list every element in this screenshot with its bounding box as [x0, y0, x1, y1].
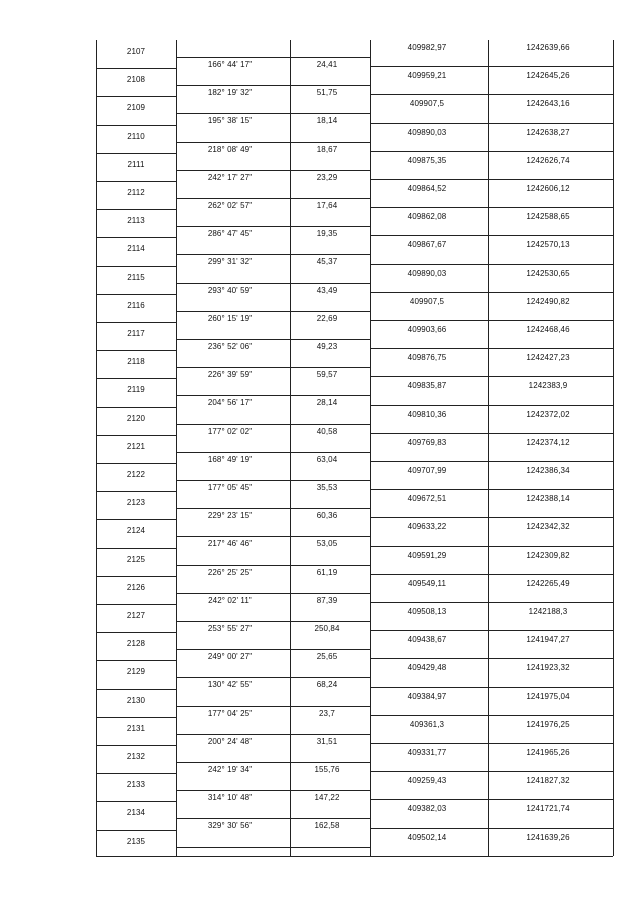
segment-length: 60,36: [316, 511, 338, 521]
segment-length: 24,41: [316, 60, 338, 69]
point-number: 2115: [127, 272, 145, 282]
row-border: [370, 743, 613, 744]
coordinate-y: 1242388,14: [526, 494, 570, 504]
coordinate-x: 409864,52: [407, 184, 447, 193]
coordinate-x: 409508,13: [407, 607, 447, 616]
coordinate-x: 409769,83: [407, 437, 447, 447]
coordinate-x: 409331,77: [407, 748, 447, 757]
row-border: [96, 322, 176, 323]
coordinate-x: 409890,03: [407, 268, 447, 278]
row-border: [176, 847, 370, 848]
direction-angle: 242° 17' 27": [207, 172, 253, 182]
coordinate-x: 409502,14: [407, 832, 447, 842]
row-border: [176, 621, 370, 622]
row-border: [370, 320, 613, 321]
direction-angle: 166° 44' 17": [207, 60, 253, 69]
point-number: 2127: [126, 611, 146, 620]
row-border: [370, 574, 613, 575]
row-border: [176, 536, 370, 537]
point-number: 2122: [126, 470, 146, 479]
point-number: 2113: [127, 216, 145, 226]
direction-angle: 218° 08' 49": [207, 144, 253, 154]
coordinate-y: 1242639,66: [526, 43, 570, 52]
point-number: 2116: [127, 300, 145, 310]
row-border: [96, 266, 176, 267]
segment-length: 59,57: [316, 370, 338, 380]
segment-length: 155,76: [314, 765, 340, 774]
point-number: 2107: [126, 47, 146, 56]
direction-angle: 130° 42' 55": [207, 680, 253, 690]
row-border: [370, 771, 613, 772]
row-border: [176, 762, 370, 763]
point-number: 2118: [127, 357, 145, 367]
segment-length: 18,14: [316, 116, 338, 126]
row-border: [370, 517, 613, 518]
direction-angle: 177° 02' 02": [207, 426, 253, 436]
row-border: [370, 799, 613, 800]
direction-angle: 200° 24' 48": [207, 736, 253, 746]
row-border: [370, 376, 613, 377]
point-number: 2123: [126, 498, 146, 508]
coordinate-y: 1241639,26: [526, 832, 570, 842]
row-border: [176, 790, 370, 791]
row-border: [96, 209, 176, 210]
segment-length: 19,35: [316, 229, 338, 239]
coordinate-y: 1241965,26: [526, 748, 570, 757]
coordinate-y: 1242342,32: [526, 522, 570, 532]
coordinate-x: 409438,67: [407, 635, 447, 645]
direction-angle: 262° 02' 57": [207, 201, 253, 210]
row-border: [370, 123, 613, 124]
coordinate-x: 409835,87: [407, 381, 447, 391]
direction-angle: 226° 39' 59": [207, 370, 253, 380]
direction-angle: 226° 25' 25": [207, 567, 253, 577]
row-border: [176, 170, 370, 171]
point-number: 2132: [126, 752, 146, 761]
coordinate-y: 1242606,12: [526, 184, 570, 193]
coordinate-x: 409810,36: [407, 409, 447, 419]
segment-length: 53,05: [316, 539, 338, 549]
row-border: [176, 734, 370, 735]
direction-angle: 293° 40' 59": [207, 285, 253, 295]
row-border: [96, 519, 176, 520]
row-border: [176, 649, 370, 650]
coordinate-y: 1242309,82: [526, 550, 570, 560]
direction-angle: 204° 56' 17": [207, 398, 253, 408]
segment-length: 250,84: [314, 624, 340, 633]
row-border: [370, 235, 613, 236]
row-border: [96, 856, 176, 857]
row-border: [96, 717, 176, 718]
direction-angle: 168° 49' 19": [207, 454, 253, 464]
direction-angle: 177° 05' 45": [207, 483, 253, 492]
row-border: [370, 687, 613, 688]
point-number: 2125: [126, 554, 146, 564]
point-number: 2128: [126, 639, 146, 649]
direction-angle: 229° 23' 15": [207, 511, 253, 521]
row-border: [176, 283, 370, 284]
direction-angle: 249° 00' 27": [207, 652, 253, 662]
point-number: 2117: [127, 329, 145, 338]
row-border: [176, 198, 370, 199]
coordinate-y: 1242265,49: [526, 578, 570, 588]
row-border: [96, 689, 176, 690]
direction-angle: 314° 10' 48": [207, 793, 253, 803]
direction-angle: 299° 31' 32": [207, 257, 253, 267]
row-border: [370, 546, 613, 547]
row-border: [370, 179, 613, 180]
row-border: [370, 602, 613, 603]
row-border: [370, 66, 613, 67]
point-number: 2134: [126, 808, 146, 818]
coordinate-x: 409876,75: [407, 353, 447, 363]
coordinate-y: 1241923,32: [526, 663, 570, 673]
row-border: [370, 856, 613, 857]
segment-length: 40,58: [316, 426, 338, 436]
row-border: [96, 181, 176, 182]
row-border: [370, 433, 613, 434]
point-number: 2109: [126, 103, 146, 113]
row-border: [370, 348, 613, 349]
point-number: 2112: [127, 188, 145, 197]
coordinate-x: 409959,21: [407, 71, 447, 81]
row-border: [96, 745, 176, 746]
segment-length: 23,29: [316, 172, 338, 182]
coordinate-x: 409361,3: [409, 719, 445, 729]
row-border: [96, 632, 176, 633]
coordinate-x: 409591,29: [407, 550, 447, 560]
row-border: [96, 294, 176, 295]
row-border: [96, 350, 176, 351]
segment-length: 162,58: [314, 821, 340, 831]
row-border: [176, 565, 370, 566]
coordinate-x: 409672,51: [407, 494, 447, 504]
coordinate-y: 1241976,25: [526, 719, 570, 729]
row-border: [176, 142, 370, 143]
coordinate-y: 1242188,3: [528, 607, 568, 616]
row-border: [370, 828, 613, 829]
coordinate-y: 1242427,23: [526, 353, 570, 363]
row-border: [96, 830, 176, 831]
coordinate-x: 409384,97: [407, 691, 447, 701]
row-border: [370, 461, 613, 462]
coordinate-x: 409867,67: [407, 240, 447, 250]
coordinate-y: 1242638,27: [526, 127, 570, 137]
segment-length: 28,14: [316, 398, 338, 408]
row-border: [176, 593, 370, 594]
row-border: [176, 480, 370, 481]
row-border: [96, 801, 176, 802]
point-number: 2126: [126, 582, 146, 592]
row-border: [370, 264, 613, 265]
row-border: [96, 96, 176, 97]
coordinate-x: 409862,08: [407, 212, 447, 222]
coordinate-x: 409633,22: [407, 522, 447, 532]
coordinate-x: 409907,5: [409, 296, 445, 306]
coordinate-x: 409875,35: [407, 155, 447, 165]
row-border: [176, 856, 370, 857]
segment-length: 23,7: [319, 708, 335, 718]
direction-angle: 242° 19' 34": [207, 765, 253, 774]
direction-angle: 286° 47' 45": [207, 229, 253, 239]
segment-length: 87,39: [316, 595, 338, 605]
segment-length: 31,51: [316, 736, 338, 746]
row-border: [96, 548, 176, 549]
coordinate-x: 409382,03: [407, 804, 447, 814]
direction-angle: 236° 52' 06": [207, 342, 253, 351]
row-border: [370, 292, 613, 293]
row-border: [370, 151, 613, 152]
row-border: [370, 489, 613, 490]
row-border: [176, 706, 370, 707]
row-border: [176, 113, 370, 114]
row-border: [370, 207, 613, 208]
direction-angle: 242° 02' 11": [208, 595, 252, 605]
segment-length: 45,37: [316, 257, 338, 267]
segment-length: 68,24: [316, 680, 338, 690]
direction-angle: 195° 38' 15": [207, 116, 253, 126]
row-border: [96, 237, 176, 238]
coordinate-y: 1242570,13: [526, 240, 570, 250]
coordinate-y: 1241975,04: [526, 691, 570, 701]
point-number: 2114: [127, 244, 145, 254]
row-border: [370, 715, 613, 716]
coordinate-y: 1242643,16: [526, 99, 570, 109]
coordinate-y: 1242374,12: [526, 437, 570, 447]
row-border: [96, 463, 176, 464]
segment-length: 17,64: [316, 201, 338, 210]
coordinate-y: 1242588,65: [526, 212, 570, 222]
segment-length: 49,23: [316, 342, 338, 351]
row-border: [176, 254, 370, 255]
point-number: 2108: [126, 75, 146, 85]
direction-angle: 253° 55' 27": [207, 624, 253, 633]
segment-length: 147,22: [314, 793, 340, 803]
point-number: 2111: [127, 159, 145, 169]
row-border: [96, 773, 176, 774]
segment-length: 61,19: [316, 567, 338, 577]
coordinate-y: 1241947,27: [526, 635, 570, 645]
segment-length: 35,53: [316, 483, 338, 492]
point-number: 2110: [127, 131, 145, 141]
row-border: [176, 57, 370, 58]
point-number: 2130: [126, 695, 146, 705]
direction-angle: 217° 46' 46": [207, 539, 253, 549]
row-border: [176, 424, 370, 425]
segment-length: 25,65: [316, 652, 338, 662]
row-border: [176, 818, 370, 819]
row-border: [176, 367, 370, 368]
column-border: [613, 40, 614, 856]
row-border: [96, 660, 176, 661]
row-border: [370, 630, 613, 631]
coordinate-x: 409982,97: [407, 43, 447, 52]
row-border: [96, 407, 176, 408]
coordinate-x: 409707,99: [407, 466, 447, 475]
segment-length: 18,67: [316, 144, 338, 154]
coordinate-y: 1242626,74: [526, 155, 570, 165]
coordinate-x: 409907,5: [409, 99, 445, 109]
row-border: [176, 226, 370, 227]
row-border: [96, 378, 176, 379]
row-border: [176, 339, 370, 340]
coordinate-x: 409429,48: [407, 663, 447, 673]
row-border: [176, 452, 370, 453]
row-border: [370, 94, 613, 95]
row-border: [96, 435, 176, 436]
direction-angle: 182° 19' 32": [207, 88, 253, 98]
direction-angle: 329° 30' 56": [207, 821, 253, 831]
direction-angle: 260° 15' 19": [207, 313, 253, 323]
row-border: [96, 153, 176, 154]
row-border: [96, 68, 176, 69]
coordinate-x: 409890,03: [407, 127, 447, 137]
direction-angle: 177° 04' 25": [207, 708, 253, 718]
row-border: [176, 85, 370, 86]
point-number: 2124: [126, 526, 146, 536]
row-border: [370, 658, 613, 659]
coordinate-y: 1242372,02: [526, 409, 570, 419]
coordinate-y: 1242645,26: [526, 71, 570, 81]
coordinate-x: 409259,43: [407, 776, 447, 786]
row-border: [176, 311, 370, 312]
point-number: 2119: [127, 385, 145, 395]
coordinate-y: 1242490,82: [526, 296, 570, 306]
point-number: 2133: [126, 780, 146, 790]
segment-length: 51,75: [316, 88, 338, 98]
coordinate-y: 1242383,9: [528, 381, 568, 391]
row-border: [96, 125, 176, 126]
coordinate-y: 1242530,65: [526, 268, 570, 278]
point-number: 2131: [126, 723, 146, 733]
segment-length: 22,69: [316, 313, 338, 323]
row-border: [176, 677, 370, 678]
row-border: [370, 405, 613, 406]
point-number: 2120: [126, 413, 146, 423]
coordinate-y: 1242386,34: [526, 466, 570, 475]
coordinate-x: 409549,11: [407, 578, 447, 588]
coordinate-x: 409903,66: [407, 325, 447, 334]
coordinate-y: 1241721,74: [526, 804, 570, 814]
point-number: 2121: [126, 441, 146, 451]
segment-length: 63,04: [316, 454, 338, 464]
row-border: [96, 491, 176, 492]
row-border: [96, 604, 176, 605]
coordinate-y: 1242468,46: [526, 325, 570, 334]
point-number: 2135: [126, 836, 146, 846]
column-border: [370, 40, 371, 856]
segment-length: 43,49: [316, 285, 338, 295]
point-number: 2129: [126, 667, 146, 677]
row-border: [96, 576, 176, 577]
coordinate-y: 1241827,32: [526, 776, 570, 786]
row-border: [176, 395, 370, 396]
row-border: [176, 508, 370, 509]
